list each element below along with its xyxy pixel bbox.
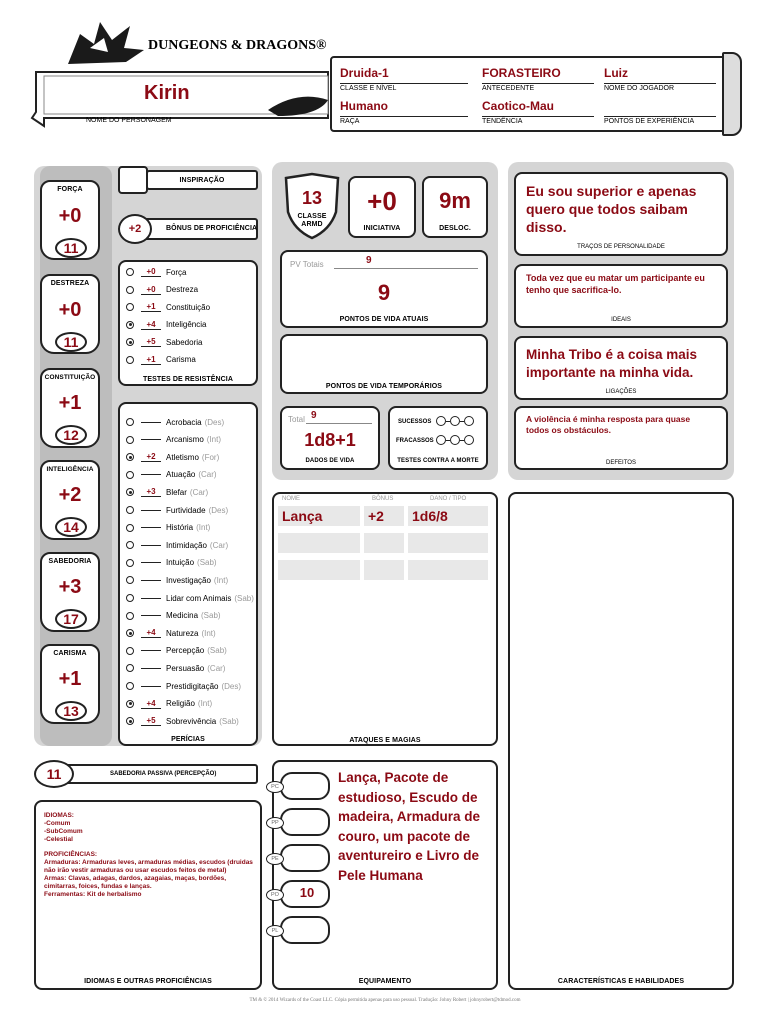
skill-name: Blefar — [166, 487, 187, 497]
skill-attribute: (Des) — [208, 505, 229, 515]
ability-name: INTELIGÊNCIA — [46, 466, 94, 473]
attack-damage[interactable]: 1d6/8 — [408, 506, 488, 526]
ability-modifier[interactable]: +2 — [58, 484, 82, 506]
proficiency-bubble[interactable] — [126, 594, 134, 602]
skill-name: Religião — [166, 699, 195, 709]
ability-score[interactable]: 11 — [55, 332, 87, 352]
skill-row[interactable] — [126, 467, 217, 483]
proficiency-bubble[interactable] — [126, 321, 134, 329]
skill-row[interactable] — [126, 414, 224, 430]
skill-name: Arcanismo — [166, 435, 204, 445]
skill-attribute: (Car) — [198, 470, 217, 480]
ideals-label: IDEAIS — [611, 317, 631, 323]
race-label: RAÇA — [340, 116, 468, 125]
language-item: -SubComum — [44, 828, 83, 835]
skill-modifier[interactable] — [141, 422, 161, 423]
proficiency-bubble[interactable] — [126, 338, 134, 346]
tool-proficiencies: Ferramentas: Kit de herbalismo — [44, 891, 142, 898]
bonds-text[interactable]: Minha Tribo é a coisa mais importante na minha vida. — [526, 347, 698, 380]
saving-throw-name: Inteligência — [166, 320, 207, 329]
skill-attribute: (Sab) — [234, 593, 254, 603]
skill-row[interactable] — [126, 502, 228, 518]
ideals-text[interactable]: Toda vez que eu matar um participante eu tenho que sacrifica-lo. — [526, 273, 705, 295]
skill-name: Natureza — [166, 628, 199, 638]
ability-name: DESTREZA — [50, 280, 90, 287]
player-value[interactable]: Luiz — [604, 66, 628, 80]
skill-row[interactable] — [126, 432, 221, 448]
skill-attribute: (Int) — [197, 699, 213, 709]
saving-throw-row[interactable] — [126, 299, 210, 315]
flaws-label: DEFEITOS — [606, 460, 636, 466]
death-failures-bubbles[interactable] — [436, 435, 474, 445]
coin-box — [280, 916, 330, 944]
armor-class-label-2: ARMD — [301, 221, 323, 228]
saving-throw-modifier[interactable]: +1 — [141, 302, 161, 312]
character-name[interactable]: Kirin — [144, 82, 190, 104]
skill-modifier[interactable] — [141, 650, 161, 651]
proficiency-bubble[interactable] — [126, 612, 134, 620]
death-failures-label: FRACASSOS — [396, 438, 434, 444]
skill-modifier[interactable]: +5 — [141, 716, 161, 726]
coin-value[interactable]: 10 — [299, 885, 315, 900]
proficiency-bubble[interactable] — [126, 506, 134, 514]
attacks-panel — [272, 492, 498, 746]
attacks-label: ATAQUES E MAGIAS — [349, 737, 421, 744]
proficiency-bubble[interactable] — [126, 471, 134, 479]
saving-throw-name: Constituição — [166, 302, 211, 312]
saving-throw-row[interactable] — [126, 334, 202, 350]
skill-name: Persuasão — [166, 663, 205, 673]
skill-attribute: (Car) — [207, 663, 226, 673]
logo-text: DUNGEONS & DRAGONS® — [148, 38, 327, 53]
header-scroll-end — [722, 52, 742, 136]
ability-modifier[interactable]: +0 — [58, 299, 82, 321]
hit-dice-total-line — [306, 423, 372, 424]
proficiencies-label: IDIOMAS E OUTRAS PROFICIÊNCIAS — [84, 978, 212, 985]
coin-label: PL — [266, 925, 284, 937]
proficiency-bubble[interactable] — [126, 356, 134, 364]
skill-modifier[interactable] — [141, 527, 161, 528]
attack-damage-empty[interactable] — [408, 560, 488, 580]
ability-modifier[interactable]: +1 — [58, 392, 82, 414]
languages-title: IDIOMAS: — [44, 812, 74, 819]
character-name-label: NOME DO PERSONAGEM — [86, 117, 172, 124]
personality-traits-label: TRAÇOS DE PERSONALIDADE — [577, 244, 665, 250]
skill-attribute: (Car) — [209, 540, 229, 550]
skill-row[interactable] — [126, 696, 212, 712]
class-level-value[interactable]: Druida-1 — [340, 66, 389, 80]
proficiency-bubble[interactable] — [126, 488, 134, 496]
coin-label: PO — [266, 889, 284, 901]
skill-modifier[interactable] — [141, 615, 161, 616]
attack-bonus-empty[interactable] — [364, 533, 404, 553]
inspiration-label: INSPIRAÇÃO — [179, 177, 225, 184]
attack-damage-empty[interactable] — [408, 533, 488, 553]
skill-attribute: (Sab) — [207, 646, 227, 656]
proficiency-bubble[interactable] — [126, 418, 134, 426]
alignment-label: TENDÊNCIA — [482, 116, 594, 125]
attack-col-bonus: BÔNUS — [372, 496, 394, 502]
skill-attribute: (Int) — [206, 435, 222, 445]
saving-throw-modifier[interactable]: +1 — [141, 355, 161, 365]
skill-name: Acrobacia — [166, 417, 202, 427]
saving-throw-name: Destreza — [166, 285, 199, 294]
skill-attribute: (Sab) — [219, 716, 239, 726]
attack-name-empty[interactable] — [278, 560, 360, 580]
features-label: CARACTERÍSTICAS E HABILIDADES — [557, 978, 685, 985]
attack-name-empty[interactable] — [278, 533, 360, 553]
hp-max-label: PV Totais — [290, 260, 324, 269]
hit-dice-label: DADOS DE VIDA — [305, 458, 355, 464]
ability-score[interactable]: 17 — [55, 609, 87, 629]
death-successes-bubbles[interactable] — [436, 416, 474, 426]
proficiency-bubble[interactable] — [126, 286, 134, 294]
hp-temp-label: PONTOS DE VIDA TEMPORÁRIOS — [325, 383, 443, 390]
background-value[interactable]: FORASTEIRO — [482, 66, 561, 80]
ability-modifier[interactable]: +1 — [58, 668, 82, 690]
coin-label: PC — [266, 781, 284, 793]
skill-modifier[interactable] — [141, 439, 161, 440]
skill-name: Sobrevivência — [166, 716, 217, 726]
hp-current-label: PONTOS DE VIDA ATUAIS — [339, 316, 429, 323]
skill-attribute: (Sab) — [201, 611, 221, 621]
saving-throw-modifier[interactable]: +4 — [141, 320, 161, 330]
skills-title: PERÍCIAS — [171, 736, 205, 743]
skill-row[interactable] — [126, 678, 241, 694]
skill-row[interactable] — [126, 590, 254, 606]
coin-label: PP — [266, 817, 284, 829]
flaws-text[interactable]: A violência é minha resposta para quase todos os obstáculos. — [526, 414, 691, 435]
hit-dice-total-label: Total — [288, 415, 305, 424]
saving-throw-name: Força — [166, 267, 187, 277]
proficiency-label: BÔNUS DE PROFICIÊNCIA — [166, 225, 258, 232]
skill-name: Lidar com Animais — [166, 593, 232, 603]
skill-modifier[interactable] — [141, 668, 161, 669]
alignment-value[interactable]: Caotico-Mau — [482, 99, 554, 113]
ability-score[interactable]: 11 — [55, 238, 87, 258]
weapon-proficiencies: Armas: Clavas, adagas, dardos, azagaias, maças, bordões, cimitarras, foices, fundas e lanças. — [44, 875, 227, 890]
inspiration-checkbox[interactable] — [118, 166, 148, 194]
equipment-label: EQUIPAMENTO — [358, 978, 412, 985]
skill-name: Atletismo — [166, 452, 199, 462]
saving-throw-row[interactable] — [126, 282, 198, 298]
skill-modifier[interactable]: +3 — [141, 487, 161, 497]
skill-attribute: (Int) — [213, 575, 229, 585]
skill-name: História — [166, 523, 194, 533]
proficiency-bubble[interactable] — [126, 541, 134, 549]
skill-name: Intuição — [166, 558, 195, 568]
skill-row[interactable] — [126, 608, 221, 624]
attack-col-name: NOME — [282, 496, 300, 502]
proficiency-bubble[interactable] — [126, 303, 134, 311]
hp-max-line — [334, 268, 478, 269]
coin-box — [280, 772, 330, 800]
ability-name: CARISMA — [53, 650, 87, 657]
skill-modifier[interactable] — [141, 598, 161, 599]
skill-modifier[interactable] — [141, 510, 161, 511]
skill-name: Furtividade — [166, 505, 206, 515]
hp-max-value[interactable]: 9 — [366, 255, 372, 266]
death-saves-label: TESTES CONTRA A MORTE — [397, 458, 479, 464]
skill-attribute: (Car) — [189, 487, 209, 497]
skill-name: Prestidigitação — [166, 681, 219, 691]
saving-throw-name: Sabedoria — [166, 337, 203, 347]
proficiency-bubble[interactable] — [126, 559, 134, 567]
proficiencies-content — [44, 812, 254, 899]
language-item: -Comum — [44, 820, 71, 827]
armor-proficiencies: Armaduras: Armaduras leves, armaduras médias, escudos (druidas não irão vestir armaduras ou usar escudos feitos de metal) — [44, 859, 253, 874]
proficiencies-title: PROFICIÊNCIAS: — [44, 851, 98, 858]
class-level-label: CLASSE E NÍVEL — [340, 83, 468, 92]
bonds-label: LIGAÇÕES — [605, 389, 637, 395]
hit-dice-value[interactable]: 1d8+1 — [304, 430, 356, 450]
race-value[interactable]: Humano — [340, 99, 388, 113]
footer-copyright: TM & © 2014 Wizards of the Coast LLC. Cópia permitida apenas para uso pessoal. Tradução: Johny Robert | johnyrobert@tdmod.com — [249, 998, 521, 1003]
proficiency-bubble[interactable] — [126, 268, 134, 276]
skill-row[interactable] — [126, 643, 227, 659]
proficiency-bubble[interactable] — [126, 647, 134, 655]
proficiency-bubble[interactable] — [126, 682, 134, 690]
saving-throw-modifier[interactable]: +0 — [141, 267, 161, 277]
ability-score[interactable]: 13 — [55, 701, 87, 721]
skill-name: Atuação — [166, 470, 196, 480]
skill-row[interactable] — [126, 660, 225, 676]
death-successes-label: SUCESSOS — [398, 419, 432, 425]
proficiency-bubble[interactable] — [126, 453, 134, 461]
coin-box — [280, 844, 330, 872]
skill-modifier[interactable] — [141, 474, 161, 475]
proficiency-bubble[interactable] — [126, 700, 134, 708]
initiative-label: INICIATIVA — [363, 225, 401, 232]
proficiency-bubble[interactable] — [126, 436, 134, 444]
attack-bonus[interactable]: +2 — [364, 506, 404, 526]
passive-perception-value[interactable]: 11 — [34, 760, 74, 788]
equipment-text[interactable]: Lança, Pacote de estudioso, Escudo de madeira, Armadura de couro, um pacote de aventureiro e Livro de Pele Humana — [338, 770, 481, 883]
skill-modifier[interactable] — [141, 580, 161, 581]
skill-attribute: (For) — [201, 452, 220, 462]
hp-current-value[interactable]: 9 — [377, 280, 391, 305]
skill-modifier[interactable]: +4 — [141, 628, 161, 638]
skill-attribute: (Int) — [196, 523, 211, 533]
player-label: NOME DO JOGADOR — [604, 83, 716, 92]
attack-bonus-empty[interactable] — [364, 560, 404, 580]
ability-name: CONSTITUIÇÃO — [44, 374, 96, 381]
xp-label: PONTOS DE EXPERIÊNCIA — [604, 116, 716, 125]
skill-modifier[interactable]: +4 — [141, 699, 161, 709]
saving-throw-row[interactable] — [126, 317, 206, 333]
skill-name: Investigação — [166, 575, 211, 585]
language-item: -Celestial — [44, 836, 73, 843]
proficiency-bubble[interactable] — [126, 664, 134, 672]
skill-attribute: (Des) — [221, 681, 242, 691]
skill-row[interactable] — [126, 537, 228, 553]
attack-name[interactable]: Lança — [278, 506, 360, 526]
skill-attribute: (Sab) — [197, 558, 217, 568]
speed-value[interactable]: 9m — [439, 188, 471, 213]
coin-label: PE — [266, 853, 284, 865]
saving-throw-modifier[interactable]: +0 — [141, 285, 161, 295]
skill-name: Intimidação — [166, 540, 207, 550]
skill-name: Medicina — [166, 611, 199, 621]
skill-row[interactable] — [126, 555, 217, 571]
skill-modifier[interactable] — [141, 562, 161, 563]
skill-row[interactable] — [126, 572, 228, 588]
skill-attribute: (Des) — [204, 417, 225, 427]
saving-throws-title: TESTES DE RESISTÊNCIA — [142, 376, 233, 383]
ability-name: FORÇA — [57, 186, 83, 193]
skill-modifier[interactable]: +2 — [141, 452, 161, 462]
speed-label: DESLOC. — [439, 225, 471, 232]
ability-name: SABEDORIA — [48, 558, 92, 565]
proficiency-bubble[interactable] — [126, 629, 134, 637]
personality-traits-text[interactable]: Eu sou superior e apenas quero que todos saibam disso. — [526, 183, 697, 235]
armor-class-value[interactable]: 13 — [301, 188, 323, 208]
skill-modifier[interactable] — [141, 686, 161, 687]
saving-throw-row[interactable] — [126, 352, 196, 368]
skill-row[interactable] — [126, 520, 210, 536]
saving-throw-modifier[interactable]: +5 — [141, 337, 161, 347]
ability-score[interactable]: 12 — [55, 425, 87, 445]
skill-attribute: (Int) — [201, 628, 216, 638]
ability-modifier[interactable]: +3 — [58, 576, 82, 598]
proficiency-bubble[interactable] — [126, 576, 134, 584]
proficiency-bonus[interactable]: +2 — [118, 214, 152, 244]
hit-dice-total[interactable]: 9 — [311, 410, 317, 421]
passive-perception-label: SABEDORIA PASSIVA (PERCEPÇÃO) — [110, 771, 217, 777]
coin-box — [280, 808, 330, 836]
skill-row[interactable] — [126, 713, 239, 729]
proficiency-bubble[interactable] — [126, 524, 134, 532]
initiative-value[interactable]: +0 — [367, 186, 397, 216]
ability-score[interactable]: 14 — [55, 517, 87, 537]
skill-row[interactable] — [126, 625, 216, 641]
features-panel[interactable] — [508, 492, 734, 990]
proficiency-bubble[interactable] — [126, 717, 134, 725]
skill-modifier[interactable] — [141, 545, 161, 546]
skill-row[interactable] — [126, 449, 219, 465]
skill-name: Percepção — [166, 646, 205, 656]
armor-class-label-1: CLASSE — [297, 213, 327, 220]
background-label: ANTECEDENTE — [482, 83, 594, 92]
ability-modifier[interactable]: +0 — [58, 205, 82, 227]
saving-throw-name: Carisma — [166, 355, 196, 364]
saving-throw-row[interactable] — [126, 264, 186, 280]
attack-col-damage: DANO / TIPO — [430, 496, 467, 502]
skill-row[interactable] — [126, 484, 208, 500]
